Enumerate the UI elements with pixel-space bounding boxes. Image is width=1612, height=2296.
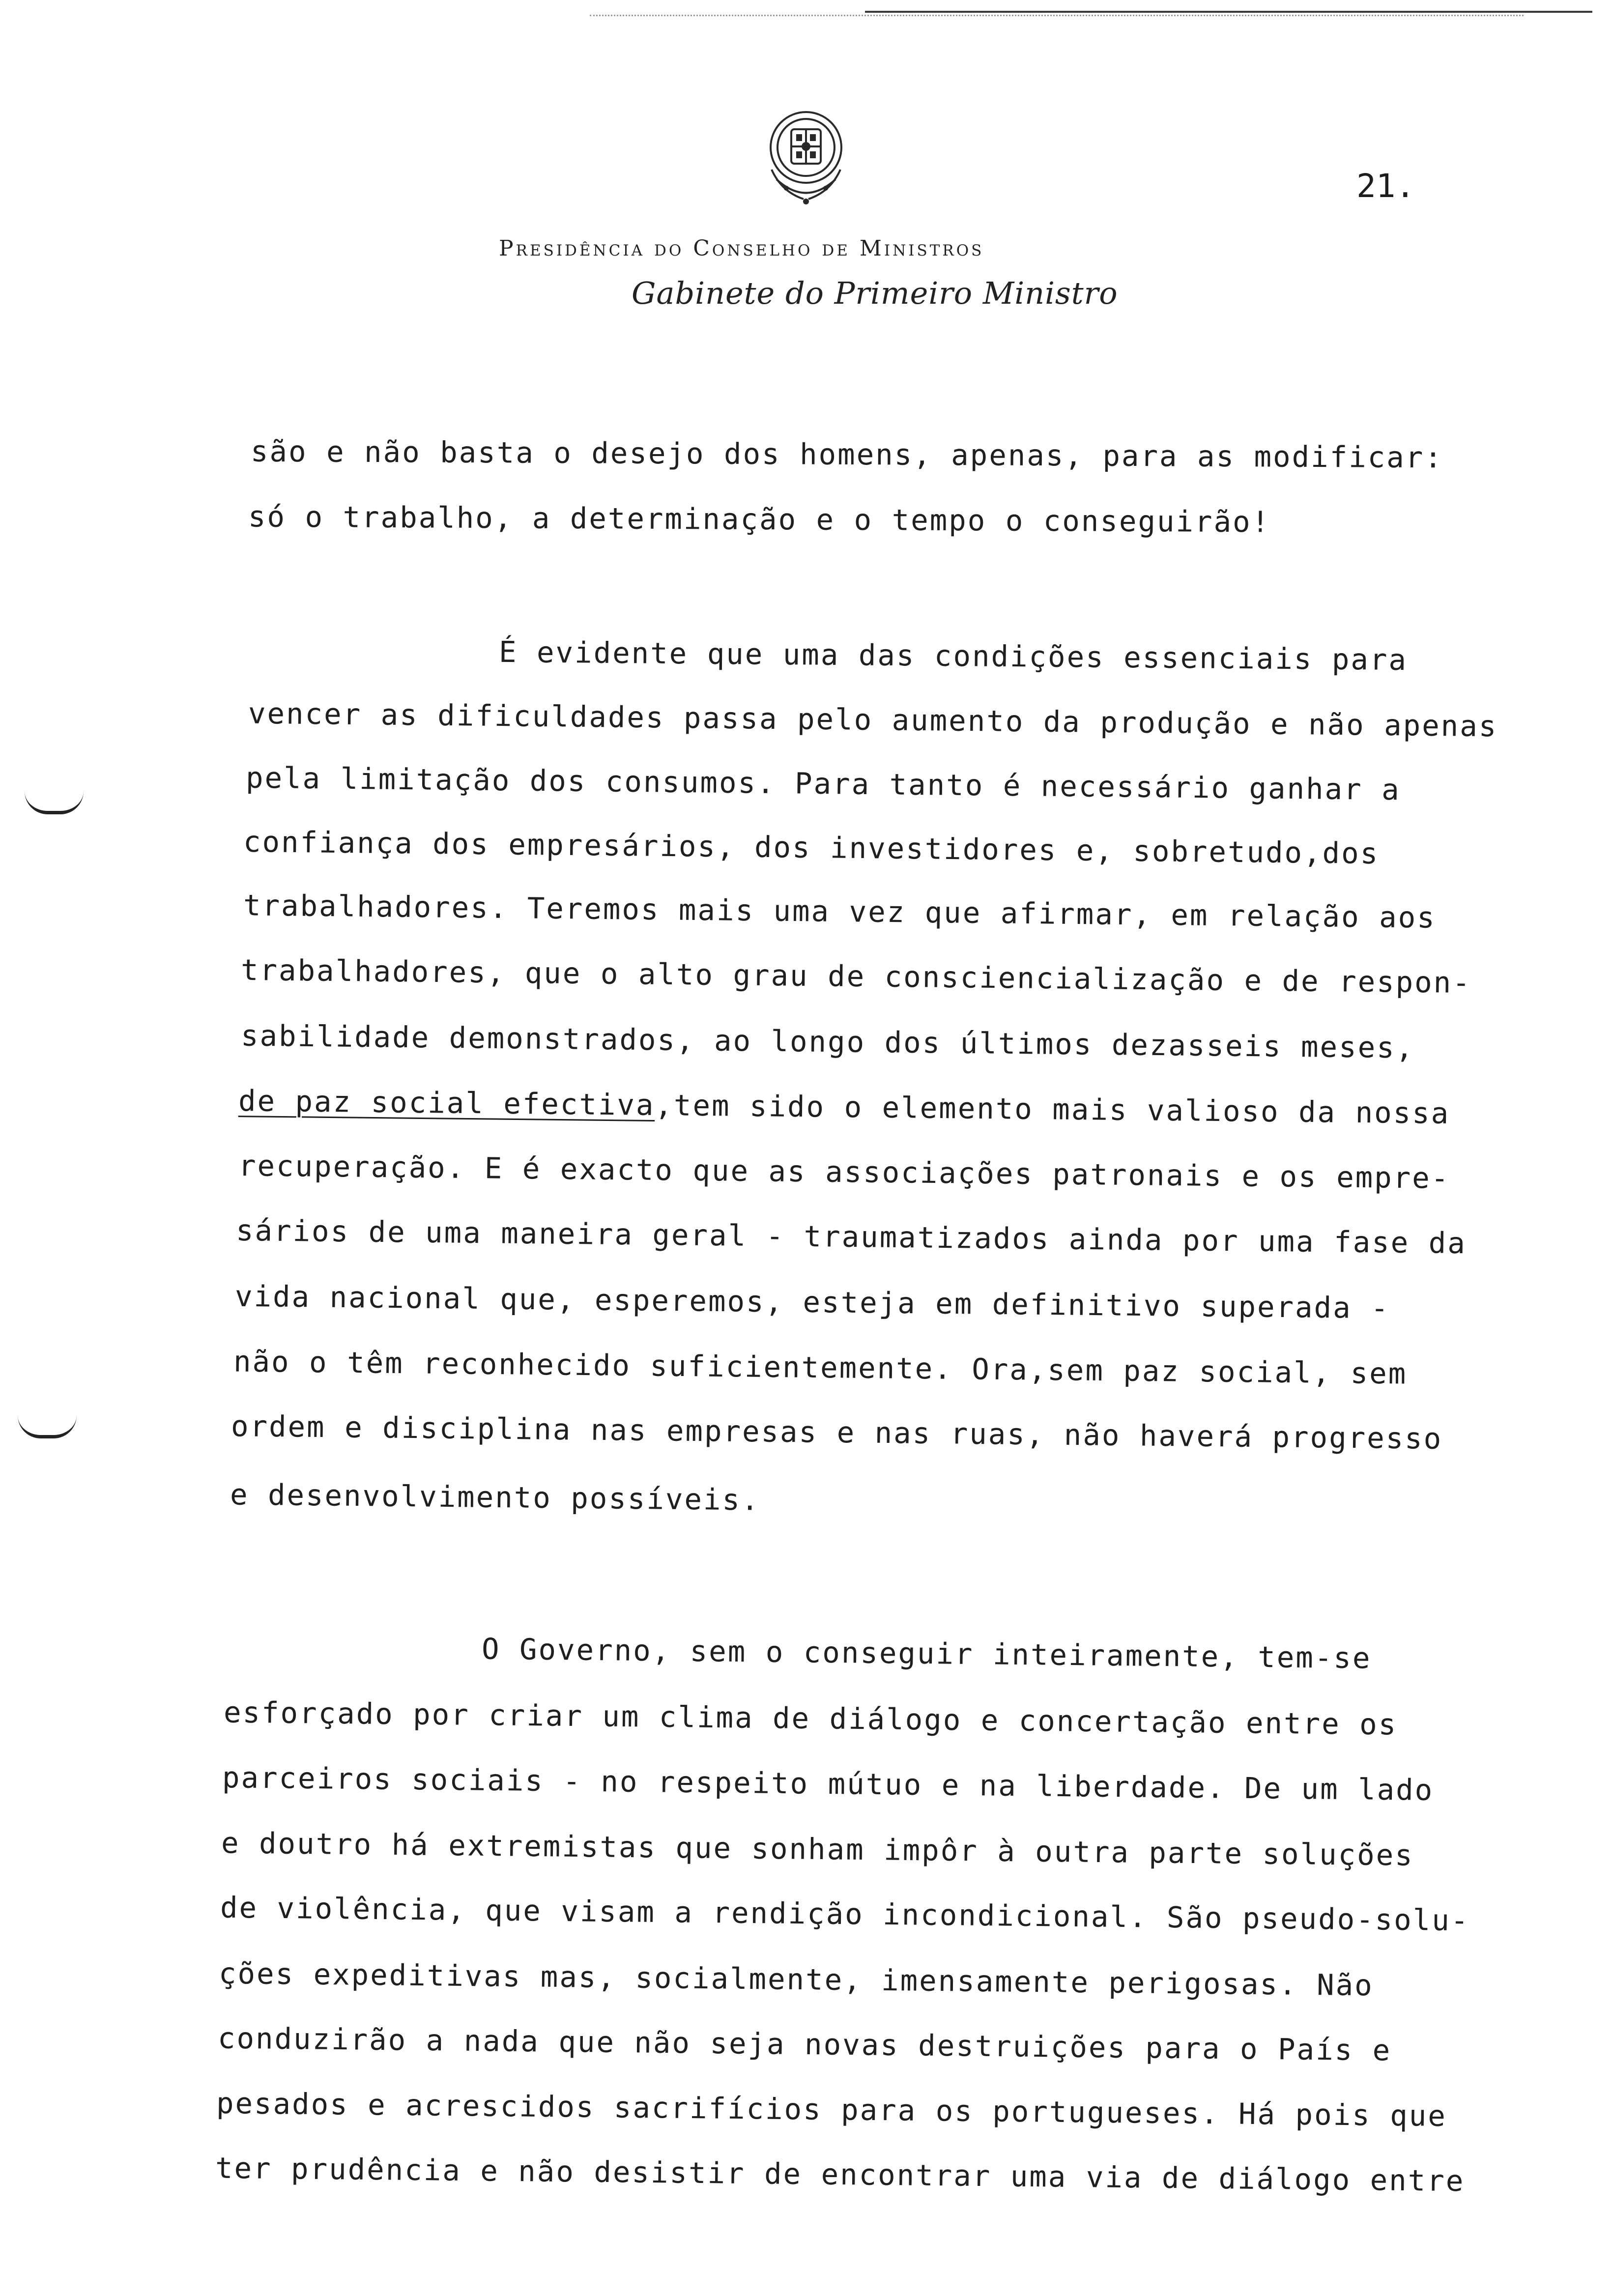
text-line: ordem e disciplina nas empresas e nas ruas, não haverá progresso [230, 1409, 1443, 1456]
text-line: É evidente que uma das condições essenciais para [498, 634, 1408, 677]
text-line: pesados e acrescidos sacrifícios para os portugueses. Há pois que [216, 2086, 1447, 2133]
text-line [238, 1084, 1450, 1130]
text-line: ter prudência e não desistir de encontrar uma via de diálogo entre [215, 2151, 1465, 2198]
underlined-phrase: de paz social efectiva [238, 1084, 655, 1122]
punch-hole-mark [18, 1415, 77, 1438]
text-line: vencer as dificuldades passa pelo aumento da produção e não apenas [248, 696, 1498, 744]
text-line: não o têm reconhecido suficientemente. Ora,sem paz social, sem [233, 1344, 1408, 1391]
text-line: e desenvolvimento possíveis. [230, 1477, 760, 1517]
text-line: e doutro há extremistas que sonham impôr à outra parte soluções [221, 1826, 1414, 1872]
text-line: sários de uma maneira geral - traumatizados ainda por uma fase da [235, 1213, 1467, 1261]
text-span: ,tem sido o elemento mais valioso da nossa [655, 1088, 1450, 1130]
text-line: O Governo, sem o conseguir inteiramente, tem-se [481, 1632, 1372, 1675]
punch-hole-mark [25, 791, 84, 814]
text-line: ções expeditivas mas, socialmente, imensamente perigosas. Não [218, 1956, 1374, 2003]
text-line: são e não basta o desejo dos homens, apenas, para as modificar: [250, 434, 1443, 475]
text-line: conduzirão a nada que não seja novas destruições para o País e [217, 2021, 1392, 2067]
text-line: pela limitação dos consumos. Para tanto é necessário ganhar a [245, 760, 1401, 807]
text-line: sabilidade demonstrados, ao longo dos últimos dezasseis meses, [240, 1018, 1415, 1065]
text-line: vida nacional que, esperemos, esteja em definitivo superada - [234, 1279, 1390, 1325]
text-line: trabalhadores, que o alto grau de consciencialização e de respon- [240, 952, 1472, 1000]
scan-edge-dots [590, 15, 1524, 18]
text-line: só o trabalho, a determinação e o tempo o conseguirão! [248, 499, 1271, 539]
header-institution: Presidência do Conselho de Ministros [499, 236, 984, 261]
scan-edge-line [865, 11, 1592, 13]
text-line: trabalhadores. Teremos mais uma vez que afirmar, em relação aos [243, 888, 1437, 935]
text-line: de violência, que visam a rendição incondicional. São pseudo-solu- [220, 1890, 1470, 1938]
text-line: parceiros sociais - no respeito mútuo e na liberdade. De um lado [222, 1760, 1434, 1807]
page-number: 21. [1356, 167, 1415, 205]
coat-of-arms-seal [757, 101, 855, 214]
text-line: confiança dos empresários, dos investidores e, sobretudo,dos [243, 824, 1380, 871]
header-office: Gabinete do Primeiro Ministro [632, 275, 1118, 311]
text-line: recuperação. E é exacto que as associações patronais e os empre- [238, 1148, 1450, 1195]
text-line: esforçado por criar um clima de diálogo e concertação entre os [223, 1695, 1398, 1742]
